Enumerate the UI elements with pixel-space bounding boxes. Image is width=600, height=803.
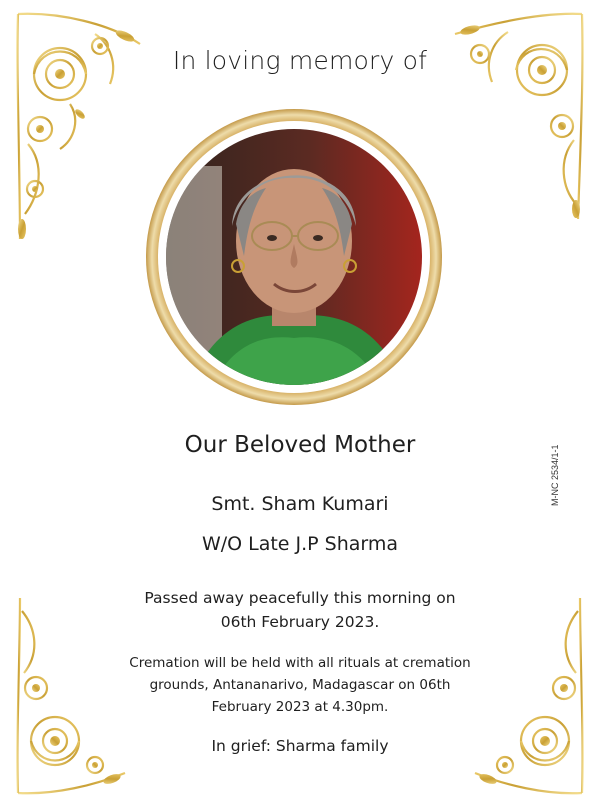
cremation-text [0, 652, 600, 718]
relation-title: Our Beloved Mother [184, 432, 416, 458]
memorial-heading: In loving memory of [172, 46, 428, 75]
passed-away-text [0, 586, 600, 634]
floral-corner-top-right-icon [450, 4, 600, 224]
in-grief-text: In grief: Sharma family [211, 737, 389, 755]
cremation-line: grounds, Antananarivo, Madagascar on 06th [149, 677, 451, 693]
passed-away-date: 06th February 2023. [220, 613, 380, 631]
spouse-line: W/O Late J.P Sharma [201, 533, 399, 555]
floral-corner-top-left-icon [0, 4, 150, 244]
deceased-name: Smt. Sham Kumari [211, 493, 389, 515]
cremation-line: Cremation will be held with all rituals at cremation [129, 655, 471, 671]
cremation-line: February 2023 at 4.30pm. [211, 699, 389, 715]
passed-away-line: Passed away peacefully this morning on [144, 589, 456, 607]
portrait-frame [144, 106, 444, 408]
portrait-photo [144, 106, 444, 408]
side-reference-code: M-NC 2534/1-1 [550, 444, 560, 506]
